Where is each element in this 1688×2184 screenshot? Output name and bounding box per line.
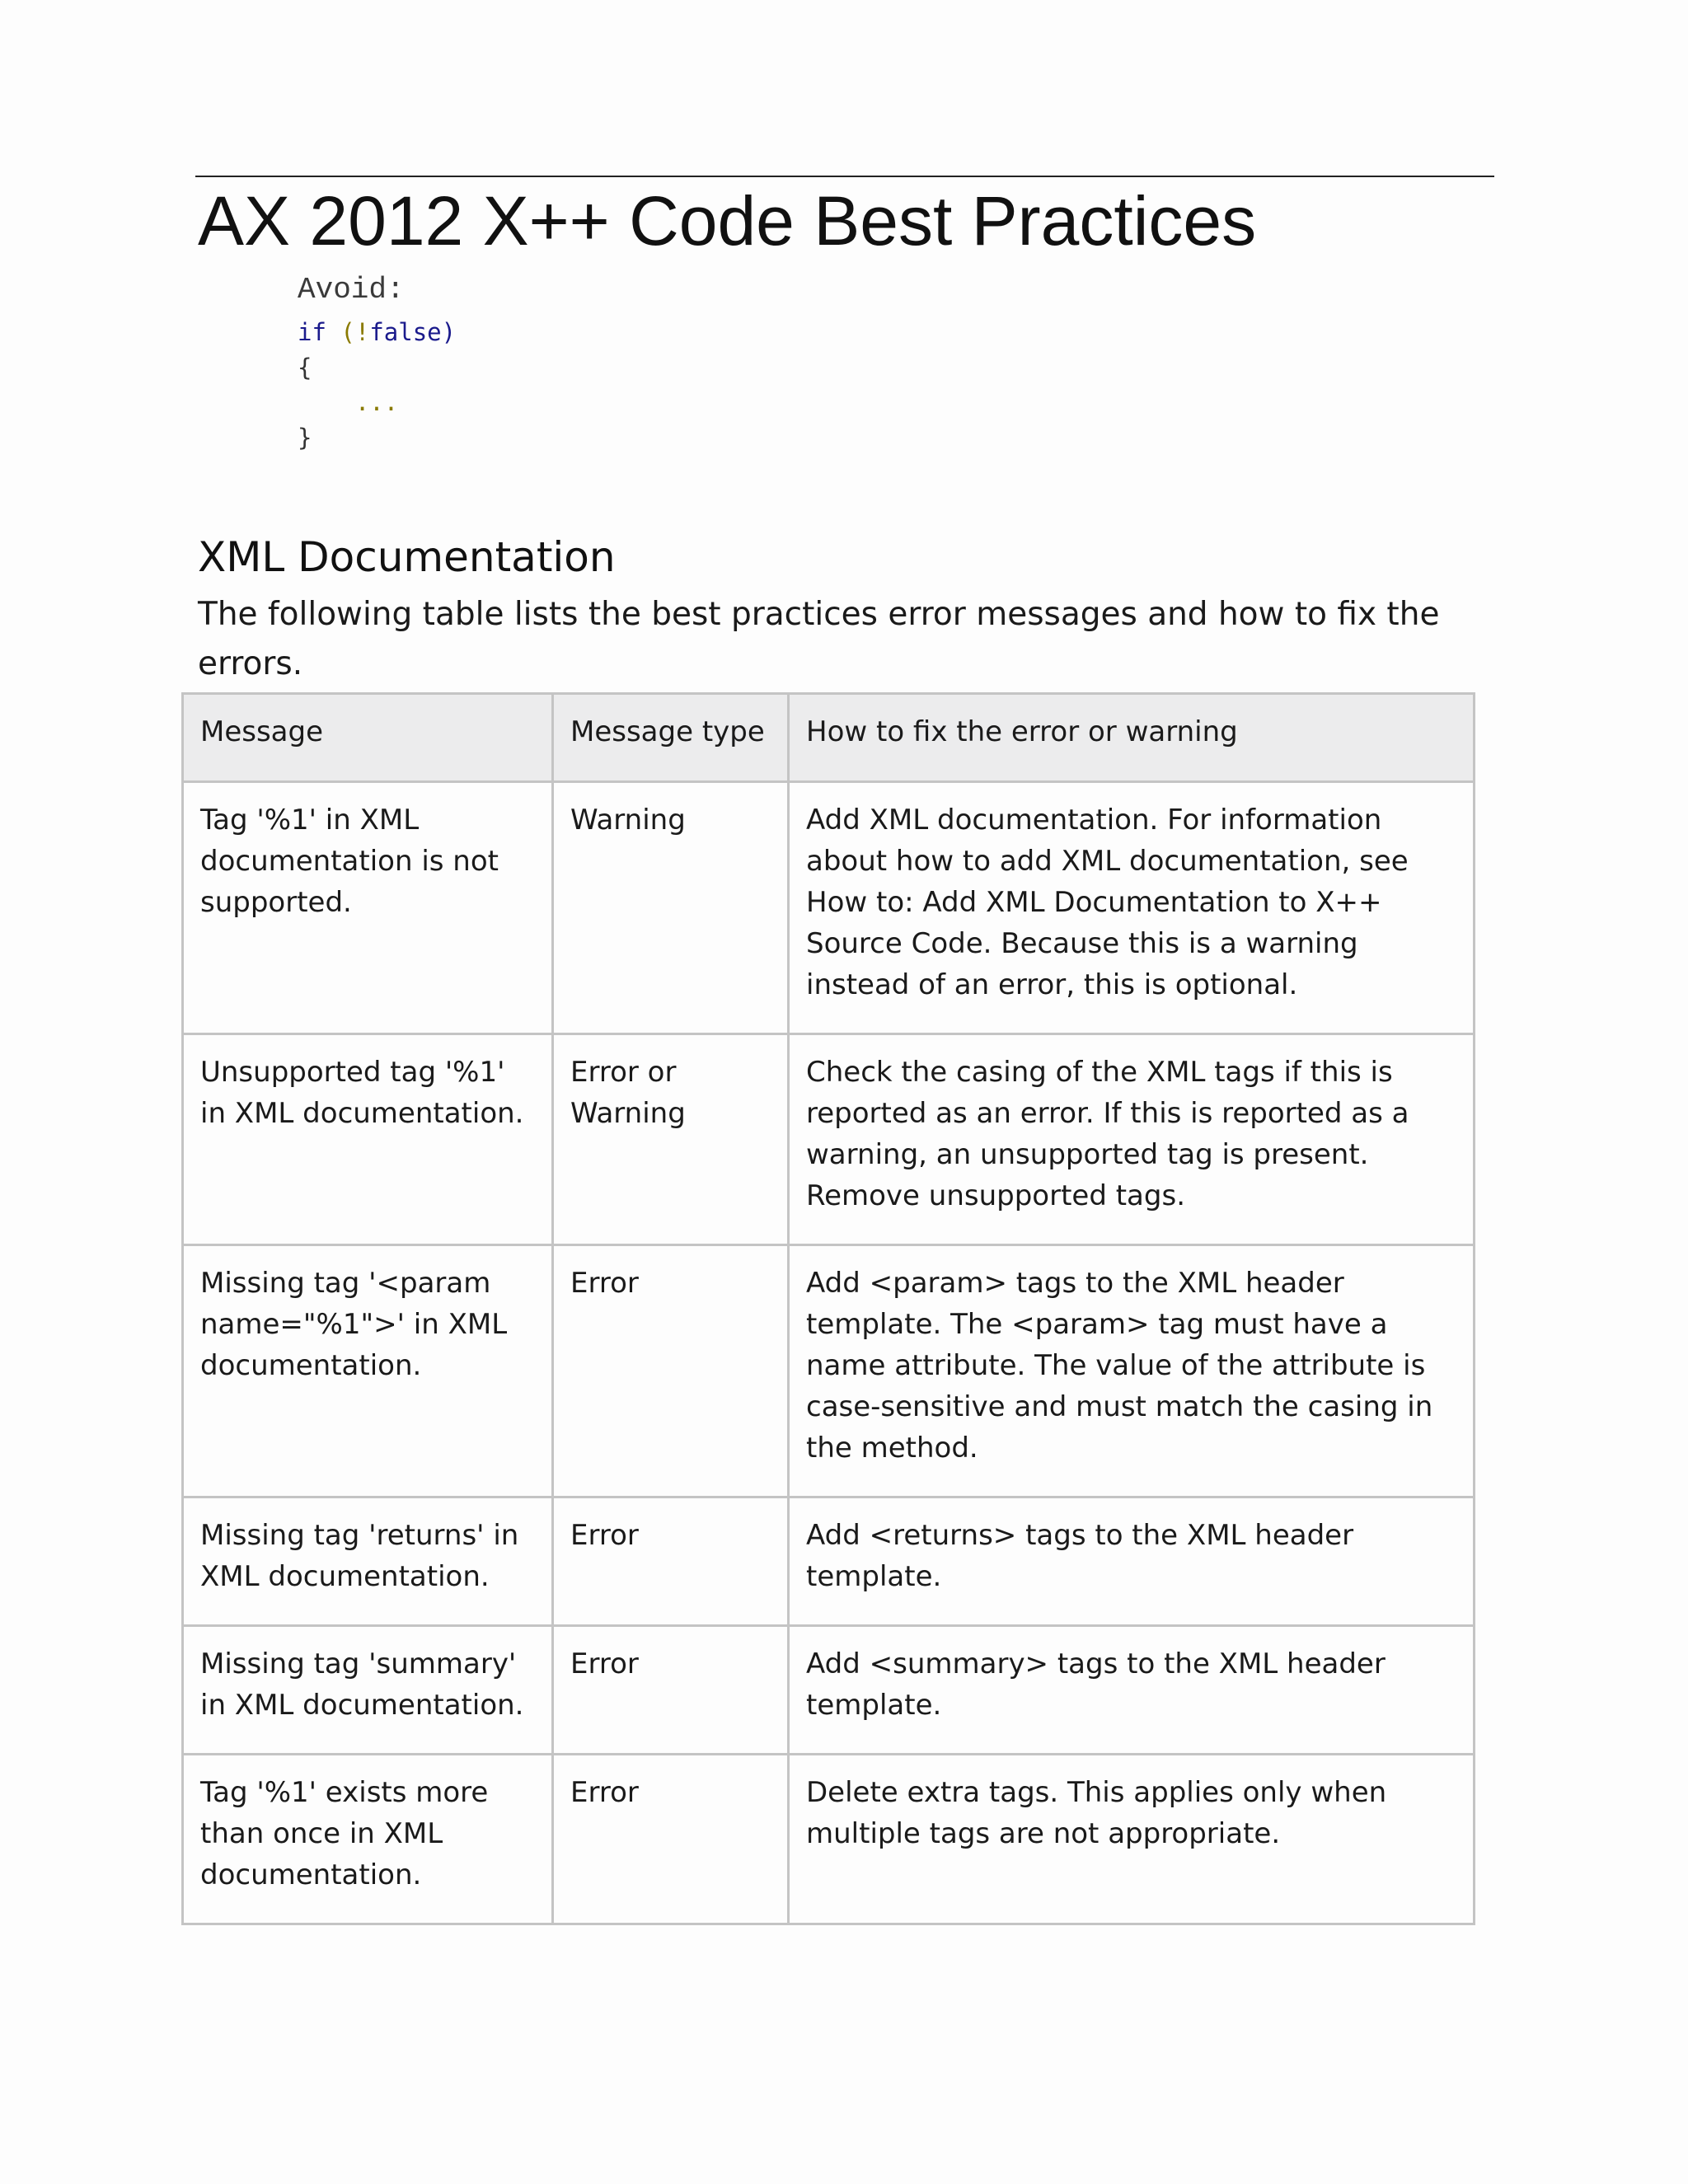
message-type-cell: Warning: [553, 782, 789, 1034]
table-row: [183, 1497, 1475, 1626]
fix-cell: Delete extra tags. This applies only when multiple tags are not appropriate.: [789, 1755, 1475, 1924]
message-type-cell: Error: [553, 1626, 789, 1755]
message-type-cell: Error: [553, 1245, 789, 1497]
fix-cell: Add <param> tags to the XML header template. The <param> tag must have a name attribute. The value of the attribute is case-sensitive and must match the casing in the method.: [789, 1245, 1475, 1497]
column-header-message-type: Message type: [553, 694, 789, 782]
message-cell: Tag '%1' exists more than once in XML documentation.: [183, 1755, 553, 1924]
section-heading: XML Documentation: [198, 533, 616, 581]
code-line-close-brace: }: [298, 424, 312, 452]
table-row: [183, 1034, 1475, 1245]
code-line-open-brace: {: [298, 354, 312, 382]
message-cell: Missing tag 'summary' in XML documentation.: [183, 1626, 553, 1755]
code-keyword: false: [369, 318, 442, 346]
message-cell: Missing tag '<param name="%1">' in XML documentation.: [183, 1245, 553, 1497]
message-cell: Unsupported tag '%1' in XML documentation.: [183, 1034, 553, 1245]
code-punctuation: ): [441, 318, 457, 346]
code-line-if: [298, 316, 456, 349]
fix-cell: Add <returns> tags to the XML header template.: [789, 1497, 1475, 1626]
best-practices-table: [181, 692, 1475, 1925]
message-type-cell: Error: [553, 1755, 789, 1924]
page-title: AX 2012 X++ Code Best Practices: [198, 182, 1257, 260]
code-keyword: if: [298, 318, 326, 346]
table-header-row: [183, 694, 1475, 782]
column-header-message: Message: [183, 694, 553, 782]
message-type-cell: Error or Warning: [553, 1034, 789, 1245]
top-rule: [195, 176, 1494, 177]
fix-cell: Add <summary> tags to the XML header template.: [789, 1626, 1475, 1755]
code-line-ellipsis: ...: [298, 388, 399, 416]
table-row: [183, 1755, 1475, 1924]
fix-cell: Check the casing of the XML tags if this is reported as an error. If this is reported as a warning, an unsupported tag is present. Remove unsupported tags.: [789, 1034, 1475, 1245]
column-header-how-to-fix: How to fix the error or warning: [789, 694, 1475, 782]
table-row: [183, 1245, 1475, 1497]
fix-cell: Add XML documentation. For information about how to add XML documentation, see How to: Add XML Documentation to X++ Source Code. Because this is a warning instead of an error, this is optional.: [789, 782, 1475, 1034]
message-cell: Tag '%1' in XML documentation is not supported.: [183, 782, 553, 1034]
section-intro: The following table lists the best practices error messages and how to fix the errors.: [198, 596, 1440, 682]
message-type-cell: Error: [553, 1497, 789, 1626]
table-row: [183, 782, 1475, 1034]
code-punctuation: (!: [326, 318, 370, 346]
code-label: Avoid:: [298, 273, 405, 307]
table-row: [183, 1626, 1475, 1755]
message-cell: Missing tag 'returns' in XML documentation.: [183, 1497, 553, 1626]
